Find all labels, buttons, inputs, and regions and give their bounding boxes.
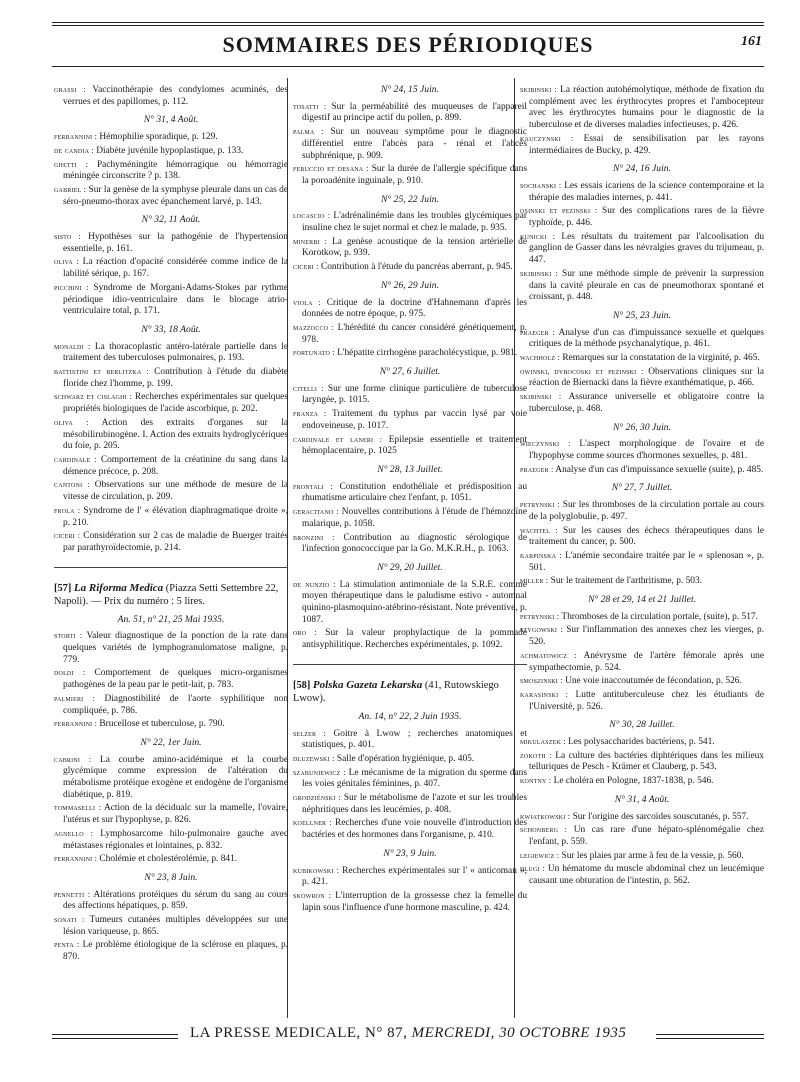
article-title: Les essais icariens de la science contemporaine et la thérapie des maladies internes, p. 441. (529, 180, 765, 203)
issue-heading: N° 24, 16 Juin. (613, 163, 671, 175)
article-title: Altérations protéiques du sérum du sang au cours des affections hépatiques, p. 859. (63, 889, 288, 912)
article-title: Sur une forme clinique particulière de tuberculose laryngée, p. 1015. (302, 383, 528, 406)
article-title: Tumeurs cutanées multiples développées sur une lésion variqueuse, p. 865. (63, 915, 288, 937)
article-title: La réaction autohémolytique, méthode de fixation du complément avec les érythrocytes propres et l'ambocepteur avec les érythrocytes humains pour le diagnostic de la tuberculose et de diverses maladies infectieuses, p. 426. (529, 85, 765, 131)
article-entry (520, 366, 764, 390)
article-entry (54, 754, 288, 802)
article-entry (520, 736, 764, 749)
article-author: frola : (54, 505, 81, 515)
article-entry (520, 650, 764, 674)
article-entry (520, 689, 764, 713)
article-title: Cholémie et cholestérolémie, p. 841. (99, 854, 238, 865)
issue-heading: N° 26, 30 Juin. (613, 421, 671, 433)
page-number: 161 (741, 34, 762, 49)
article-entry (293, 261, 527, 274)
article-author: oliva : (54, 417, 89, 427)
footer-text (190, 1025, 626, 1042)
journal-heading (54, 582, 288, 608)
article-entry (54, 417, 288, 453)
article-entry (54, 693, 288, 717)
article-title: Une voie inaccoutumée de fécondation, p. 526. (565, 676, 742, 687)
article-entry (520, 611, 764, 624)
article-entry (54, 184, 288, 208)
issue-heading: N° 22, 1er Juin. (140, 736, 202, 748)
article-entry (520, 575, 764, 588)
article-author: cardinale et laneri : (293, 434, 383, 444)
article-author: cantoni : (54, 480, 90, 490)
article-title: Action des extraits d'organes sur la mésobilirubinogène. I. Action des extraits hydroglycériques du foie, p. 205. (63, 417, 288, 452)
article-entry (520, 268, 764, 304)
article-author: gabriel : (54, 184, 87, 194)
article-title: Sur la durée de l'allergie spécifique dans la poroadénite inguinale, p. 910. (302, 164, 528, 186)
issue-heading: N° 32, 11 Août. (141, 214, 201, 226)
article-title: Contribution à l'étude du pancréas aberrant, p. 945. (320, 262, 513, 273)
page-footer (52, 1024, 764, 1048)
article-entry (293, 297, 527, 321)
article-entry (520, 84, 764, 132)
article-title: Sur une méthode simple de prévenir la surpression dans la cavité pleurale en cas de pneumothorax spontané et croissant, p. 448. (529, 268, 764, 303)
article-entry (520, 824, 764, 848)
article-entry (293, 767, 527, 791)
journal-description: (Piazza Setti Settembre 22, Napoli). — Prix du numéro : 5 lires. (54, 582, 279, 607)
issue-heading: An. 14, n° 22, 2 Juin 1935. (358, 710, 462, 722)
article-title: Traitement du typhus par vaccin lysé par voie endoveineuse, p. 1017. (302, 409, 527, 431)
article-author: karasinski : (520, 689, 569, 699)
article-title: Goitre à Lwow ; recherches anatomiques et statistiques, p. 401. (302, 728, 528, 751)
article-entry (520, 352, 764, 365)
article-entry (293, 126, 527, 162)
article-author: pennetti : (54, 889, 91, 899)
article-author: viola : (293, 297, 321, 307)
footer-day: MERCREDI, (411, 1025, 495, 1041)
article-title: Contribution au diagnostic sérologique de l'infection gonococcique par la Go. M.K.R.H., p. 1063. (302, 532, 528, 555)
article-entry (54, 366, 288, 390)
article-title: Sur un nouveau symptôme pour le diagnostic différentiel entre l'abcès para - rénal et l'abcès subphrénique, p. 909. (302, 127, 527, 161)
article-author: dlugi : (520, 864, 545, 874)
article-entry (520, 180, 764, 204)
article-author: petrynski : (520, 611, 560, 621)
article-entry (520, 391, 764, 415)
footer-date: 30 OCTOBRE 1935 (499, 1025, 627, 1041)
article-author: mazzocco : (293, 322, 335, 332)
article-author: ciceri : (293, 262, 319, 272)
article-author: fortunato : (293, 348, 335, 358)
article-title: La stimulation antimoniale de la S.R.E. comme moyen thérapeutique dans le paludisme estivo - automnal quinino-plasmoquino-atébrino-résistant. Note préventive, p. 1087. (302, 579, 528, 625)
article-author: schonberg : (520, 825, 568, 835)
article-author: legiewicz : (520, 850, 560, 860)
issue-heading: N° 27, 7 Juillet. (611, 482, 673, 494)
article-entry (293, 728, 527, 752)
article-entry (520, 438, 764, 462)
article-title: Assurance universelle et obligatoire contre la tuberculose, p. 468. (529, 392, 764, 414)
article-title: Observations cliniques sur la réaction de Biernacki dans la fièvre exanthématique, p. 466. (529, 366, 765, 389)
article-entry (520, 133, 764, 157)
article-title: Un cas rare d'une hépato-splénomégalie chez l'enfant, p. 559. (529, 825, 764, 847)
article-author: ferrannini : (54, 132, 98, 142)
article-entry (520, 464, 764, 477)
article-title: Epilepsie essentielle et traitement hémoplacentaire, p. 1025 (302, 434, 527, 457)
article-title: Sur le métabolisme de l'azote et sur les troubles néphritiques dans les leucémies, p. 408. (302, 793, 527, 815)
article-entry (293, 101, 527, 125)
article-entry (293, 579, 527, 627)
article-entry (293, 383, 527, 407)
article-author: locascio : (293, 211, 331, 221)
article-title: Salle d'opération hygiénique, p. 405. (336, 753, 475, 764)
article-author: szygowski : (520, 625, 563, 635)
article-title: L'aspect morphologique de l'ovaire et de l'hypophyse comme sources d'hormones sexuelles, p. 481. (529, 439, 764, 461)
article-title: Sur les thromboses de la circulation portale au cours de la polyglobulie, p. 497. (529, 500, 764, 522)
article-title: Un hématome du muscle abdominal chez un leucémique causant une obturation de l'intestin, p. 562. (529, 864, 765, 887)
issue-heading: N° 26, 29 Juin. (381, 279, 439, 291)
article-title: La réaction d'opacité considérée comme indice de la labilité sérique, p. 167. (63, 257, 288, 280)
column-2 (293, 84, 527, 915)
article-title: Recherches d'une voie nouvelle d'introduction des bactéries et des hormones dans l'organisme, p. 410. (302, 818, 528, 841)
article-title: Essai de sensibilisation par les rayons intermédiaires de Bucky, p. 429. (529, 133, 764, 156)
article-title: Recherches expérimentales sur l' « anticoman », p. 421. (302, 865, 528, 888)
article-title: La genèse acoustique de la tension artérielle de Korotkow, p. 939. (302, 236, 527, 259)
footer-publication: LA PRESSE MEDICALE, N° 87, (190, 1025, 408, 1041)
article-author: monaldi : (54, 341, 91, 351)
article-author: frontali : (293, 481, 333, 491)
article-title: L'anémie secondaire traitée par le « splenosan », p. 501. (529, 550, 764, 573)
article-author: kunicki : (520, 231, 556, 241)
article-author: storti : (54, 631, 83, 641)
article-author: battistini et berlitzka : (54, 367, 149, 377)
article-entry (520, 231, 764, 267)
article-author: minerbi : (293, 236, 328, 246)
article-title: Lymphosarcome hilo-pulmonaire gauche avec métastases régionales et lointaines, p. 832. (63, 828, 289, 851)
article-author: skowron : (293, 890, 332, 900)
page-title: SOMMAIRES DES PÉRIODIQUES (222, 32, 594, 57)
article-author: grodziénski : (293, 793, 341, 803)
journal-number: [57] (54, 582, 72, 594)
article-entry (54, 630, 288, 666)
article-title: Syndrome de Morgani-Adams-Stokes par rythme périodique idio-ventriculaire dans le blocage atrio-ventriculaire total, p. 171. (63, 282, 289, 317)
article-entry (293, 627, 527, 651)
issue-heading: N° 28, 13 Juillet. (377, 463, 443, 475)
article-author: selzer : (293, 728, 327, 738)
top-rule-inner (52, 25, 764, 26)
article-entry (54, 282, 288, 318)
article-author: wachtel : (520, 525, 558, 535)
article-title: Comportement de quelques micro-organismes pathogènes de la peau par le petit-lait, p. 783. (63, 668, 288, 691)
article-author: kauczynski : (520, 133, 574, 143)
article-author: dluzewski : (293, 753, 335, 763)
article-title: Analyse d'un cas d'impuissance sexuelle et quelques critiques de la méthode psychanalytique, p. 461. (529, 327, 764, 350)
article-title: Anévrysme de l'artère fémorale après une sympathectomie, p. 524. (529, 650, 764, 673)
issue-heading: N° 25, 22 Juin. (381, 193, 439, 205)
article-entry (520, 811, 764, 824)
issue-heading: N° 23, 9 Juin. (383, 847, 437, 859)
issue-heading: An. 51, n° 21, 25 Mai 1935. (117, 613, 225, 625)
article-title: Sur des complications rares de la fièvre typhoïde, p. 446. (529, 206, 765, 229)
article-author: mikulaszek : (520, 737, 566, 747)
article-title: Les polysaccharides bactériens, p. 541. (568, 737, 715, 748)
article-entry (520, 775, 764, 788)
issue-heading: N° 29, 20 Juillet. (377, 561, 443, 573)
article-entry (54, 889, 288, 913)
article-author: penta : (54, 940, 80, 950)
article-author: ciceri : (54, 531, 81, 541)
article-author: achmatowicz : (520, 650, 577, 660)
header-bottom-rule (52, 66, 764, 67)
article-title: Hémophilie sporadique, p. 129. (99, 132, 218, 143)
article-entry (54, 853, 288, 866)
article-title: Pachyméningite hémorragique ou hémorragie méningée circonscrite ? p. 138. (63, 159, 288, 182)
article-author: sisto : (54, 232, 81, 242)
article-entry (54, 667, 288, 691)
article-title: Le choléra en Pologne, 1837-1838, p. 546. (553, 776, 714, 787)
article-title: Observations sur une méthode de mesure de la vitesse de circulation, p. 209. (63, 480, 289, 503)
article-entry (293, 481, 527, 505)
article-title: Sur la valeur prophylactique de la pommade antisyphilitique. Recherches expérimentales, p. 1092. (302, 628, 527, 651)
article-title: L'hépatite cirrhogène paracholécystique, p. 981. (337, 348, 518, 359)
issue-heading: N° 23, 8 Juin. (144, 871, 198, 883)
article-author: picchini : (54, 282, 89, 292)
article-entry (520, 327, 764, 351)
article-entry (54, 914, 288, 938)
article-title: Constitution endothéliale et prédisposition au rhumatisme articulaire chez l'enfant, p. 1051. (302, 481, 528, 504)
article-entry (293, 163, 527, 187)
article-entry (54, 256, 288, 280)
top-rule (52, 22, 764, 23)
footer-rule (52, 1034, 178, 1039)
article-entry (293, 753, 527, 766)
article-title: Vaccinothérapie des condylomes acuminés, des verrues et des papillomes, p. 112. (63, 85, 288, 107)
journal-name: La Riforma Medica (73, 581, 164, 594)
article-entry (520, 863, 764, 887)
article-title: Sur l'origine des sarcoïdes souscutanés, p. 557. (572, 811, 749, 822)
issue-heading: N° 33, 18 Août. (141, 323, 201, 335)
article-author: petrynski : (520, 500, 560, 510)
issue-heading: N° 31, 4 Août. (614, 793, 670, 805)
article-entry (54, 159, 288, 183)
article-author: owinski, dybocoski et pezinski : (520, 366, 644, 376)
article-author: praeger : (520, 464, 554, 474)
article-entry (520, 850, 764, 863)
journal-separator (54, 567, 288, 568)
article-title: Action de la décidualc sur la mamelle, l'ovaire, l'utérus et sur l'hypophyse, p. 826. (63, 803, 288, 826)
article-author: franza : (293, 409, 327, 419)
article-author: feruccio et desana : (293, 164, 369, 174)
article-author: geracitano : (293, 507, 339, 517)
article-title: Hypothèses sur la pathogénie de l'hypertension essentielle, p. 161. (63, 232, 288, 254)
article-entry (293, 210, 527, 234)
article-author: skibinski : (520, 392, 562, 402)
article-entry (520, 750, 764, 774)
journal-description: (41, Rutowskiego Lwow). (293, 679, 499, 704)
article-title: Sur le traitement de l'arthritisme, p. 503. (550, 576, 703, 587)
article-author: osinski et pezinski : (520, 206, 598, 216)
article-title: Sur la perméabilité des muqueuses de l'appareil digestif au principe actif du pollen, p. 899. (302, 101, 527, 124)
article-title: Comportement de la créatinine du sang dans la démence précoce, p. 208. (63, 454, 288, 477)
footer-rule (656, 1034, 764, 1039)
article-entry (54, 802, 288, 826)
article-title: Sur les plaies par arme à feu de la vessie, p. 560. (561, 850, 744, 861)
article-author: agnello : (54, 828, 94, 838)
page-header (52, 22, 764, 72)
article-entry (293, 532, 527, 556)
article-title: Lutte antituberculeuse chez les étudiants de l'Université, p. 526. (529, 689, 765, 712)
article-entry (520, 499, 764, 523)
article-title: La thoracoplastic antéro-latérale partielle dans le traitement des tuberculoses pulmonaires, p. 193. (63, 341, 288, 364)
article-author: bronzini : (293, 532, 335, 542)
article-title: Nouvelles contributions à l'étude de l'hémozoïne malarique, p. 1058. (302, 507, 527, 529)
article-title: La culture des bactéries diphtériques dans les milieux telluriques de Pesch - Krämer et Clauberg, p. 543. (529, 750, 764, 773)
article-author: doldi : (54, 668, 86, 678)
article-entry (54, 454, 288, 478)
article-entry (293, 890, 527, 914)
issue-heading: N° 31, 4 Août. (143, 114, 199, 126)
article-author: wachholz : (520, 353, 560, 363)
article-author: de nunzio : (293, 579, 336, 589)
article-title: Les résultats du traitement par l'alcoolisation du ganglion de Gasser dans les névralgies graves du trijumeau, p. 447. (529, 231, 765, 266)
article-author: praeger : (520, 327, 556, 337)
article-entry (520, 624, 764, 648)
article-author: schwarz et cislaghi : (54, 392, 133, 402)
article-title: Sur la genèse de la symphyse pleurale dans un cas de séro-pneumo-thorax avec épanchement larvé, p. 143. (63, 184, 289, 207)
article-entry (54, 391, 288, 415)
article-entry (293, 408, 527, 432)
article-entry (54, 131, 288, 144)
article-entry (54, 505, 288, 529)
article-entry (54, 479, 288, 503)
article-author: cardinale : (54, 454, 97, 464)
article-author: oro : (293, 628, 317, 638)
article-entry (293, 236, 527, 260)
article-author: miller : (520, 576, 549, 586)
article-entry (520, 675, 764, 688)
article-title: Sur l'inflammation des annexes chez les vierges, p. 520. (529, 625, 764, 648)
article-author: kubikowski : (293, 865, 340, 875)
article-entry (293, 792, 527, 816)
article-entry (54, 145, 288, 158)
article-author: skibinski : (520, 268, 558, 278)
article-title: Diabète juvénile hypoplastique, p. 133. (96, 145, 244, 156)
article-title: Remarques sur la constatation de la virginité, p. 465. (562, 353, 760, 364)
article-entry (54, 530, 288, 554)
column-3 (520, 84, 764, 889)
issue-heading: N° 28 et 29, 14 et 21 Juillet. (587, 594, 697, 606)
article-title: Sur les causes des échecs thérapeutiques dans le traitement du cancer, p. 500. (529, 525, 765, 548)
article-author: smoszinski : (520, 676, 563, 686)
article-author: karpinska : (520, 550, 562, 560)
article-title: Diagnostibilité de l'aorte syphilitique non compliquée, p. 786. (63, 693, 289, 716)
article-author: oliva : (54, 257, 79, 267)
article-title: L'hérédité du cancer considéré génétiquement, p. 978. (302, 322, 528, 345)
article-entry (293, 865, 527, 889)
article-author: sonati : (54, 915, 85, 925)
issue-heading: N° 24, 15 Juin. (381, 84, 439, 95)
article-author: tosatti : (293, 101, 327, 111)
article-entry (293, 322, 527, 346)
article-author: cabrini : (54, 754, 92, 764)
article-entry (293, 434, 527, 458)
article-entry (293, 506, 527, 530)
article-title: L'adrénalinémie dans les troubles glycémiques par insuline chez le sujet normal et chez le malade, p. 935. (302, 211, 528, 234)
journal-name: Polska Gazeta Lekarska (312, 678, 423, 691)
issue-heading: N° 27, 6 Juillet. (379, 366, 441, 378)
article-entry (54, 231, 288, 255)
journal-number: [58] (293, 679, 311, 691)
article-author: grassi : (54, 85, 86, 94)
article-author: kwiatkowski : (520, 811, 571, 821)
article-title: Recherches expérimentales sur quelques propriétés biologiques de l'acide ascorbique, p. 202. (63, 392, 288, 415)
article-title: Valeur diagnostique de la ponction de la rate dans quelques variétés de lymphogranulomatose maligne, p. 779. (63, 631, 288, 665)
article-title: Le problème étiologique de la sclérose en plaques, p. 870. (63, 940, 289, 963)
article-title: Thromboses de la circulation portale, (suite), p. 517. (561, 611, 758, 622)
article-author: palmieri : (54, 693, 96, 703)
article-title: L'interruption de la grossesse chez la femelle du lapin sous l'influence d'une hormone masculine, p. 424. (302, 890, 528, 913)
article-author: de candia : (54, 145, 94, 155)
article-author: wieczynski : (520, 439, 571, 449)
article-author: koellner : (293, 818, 332, 828)
article-entry (54, 341, 288, 365)
column-1 (54, 84, 288, 965)
article-author: ferrannini : (54, 854, 98, 864)
article-title: Considération sur 2 cas de maladie de Buerger traités par parathyroïdectomie, p. 214. (63, 531, 289, 553)
article-title: Critique de la doctrine d'Hahnemann d'après les données de notre époque, p. 975. (302, 297, 527, 320)
article-author: palma : (293, 127, 324, 137)
article-title: Analyse d'un cas d'impuissance sexuelle (suite), p. 485. (555, 464, 764, 475)
article-author: sochanski : (520, 180, 562, 190)
article-entry (293, 817, 527, 841)
article-entry (293, 347, 527, 360)
article-entry (520, 205, 764, 229)
article-entry (54, 828, 288, 852)
article-author: tommaselli : (54, 803, 102, 813)
article-author: ferrannini : (54, 719, 98, 729)
article-author: kontny : (520, 776, 552, 786)
article-author: zokoth : (520, 750, 552, 760)
article-title: La courbe amino-acidémique et la courbe glycémique comme expression de l'altération du métabolisme protéique exogène et endogène de l'organisme diabétique, p. 819. (63, 754, 288, 800)
article-author: szabuniewicz : (293, 767, 346, 777)
article-entry (520, 525, 764, 549)
article-title: Le mécanisme de la migration du sperme dans les voies génitales féminines, p. 407. (302, 767, 528, 790)
article-author: skibinski : (520, 85, 557, 94)
article-entry (54, 939, 288, 963)
article-entry (54, 84, 288, 108)
article-title: Syndrome de l' « élévation diaphragmatique droite », p. 210. (63, 505, 289, 528)
issue-heading: N° 25, 23 Juin. (613, 309, 671, 321)
article-entry (54, 718, 288, 731)
journal-separator (293, 664, 527, 665)
article-author: ghetti : (54, 159, 89, 169)
article-entry (520, 550, 764, 574)
article-author: citelli : (293, 383, 324, 393)
journal-heading (293, 679, 527, 705)
article-title: Brucellose et tuberculose, p. 790. (99, 719, 225, 730)
article-title: Contribution à l'étude du diabète floride chez l'homme, p. 199. (63, 367, 288, 389)
issue-heading: N° 30, 28 Juillet. (609, 719, 675, 731)
